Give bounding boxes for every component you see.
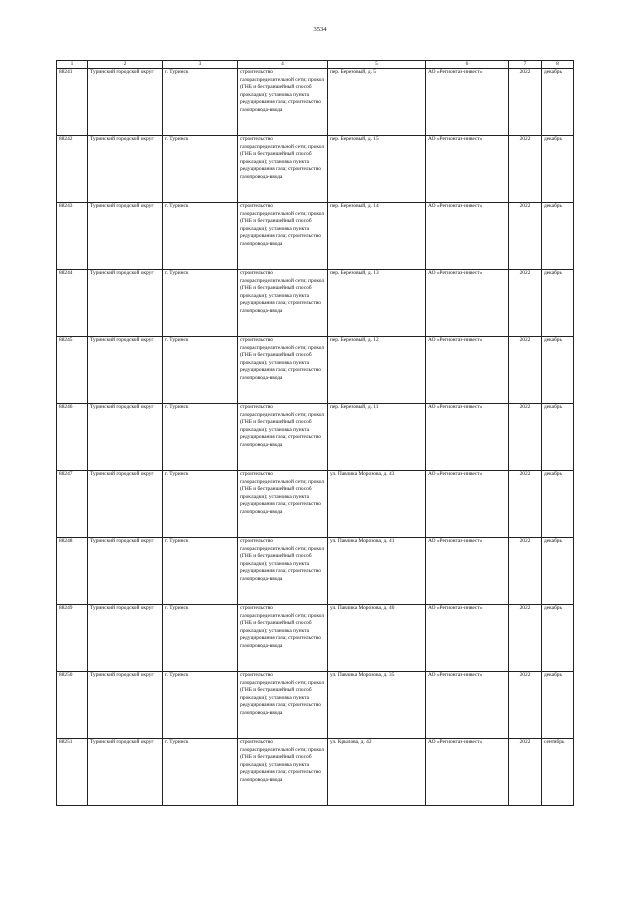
month-cell: декабрь [542,471,574,538]
locality-cell: г. Туринск [163,605,238,672]
locality-cell: г. Туринск [163,739,238,806]
year-cell: 2022 [509,672,542,739]
work-description-cell: строительство газораспределительной сети; прокол (ГНБ и бестраншейный способ прокладки); установка пункта редуцирования газа; строительство газопровода-ввода [238,739,328,806]
district-cell: Туринский городской округ [88,605,163,672]
district-cell: Туринский городской округ [88,739,163,806]
table-row [57,69,574,136]
column-header: 5 [328,61,426,69]
table-row [57,605,574,672]
table-row [57,739,574,806]
table-row [57,404,574,471]
address-cell: пер. Березовый, д. 12 [328,337,426,404]
year-cell: 2022 [509,538,542,605]
row-number-cell: 88248 [57,538,88,605]
month-cell: декабрь [542,270,574,337]
organization-cell: АО «Регионгаз-инвест» [426,337,509,404]
column-header: 1 [57,61,88,69]
organization-cell: АО «Регионгаз-инвест» [426,69,509,136]
year-cell: 2022 [509,69,542,136]
address-cell: пер. Березовый, д. 5 [328,69,426,136]
organization-cell: АО «Регионгаз-инвест» [426,136,509,203]
address-cell: пер. Березовый, д. 15 [328,136,426,203]
row-number-cell: 88244 [57,270,88,337]
table-row [57,136,574,203]
month-cell: декабрь [542,136,574,203]
district-cell: Туринский городской округ [88,203,163,270]
locality-cell: г. Туринск [163,471,238,538]
organization-cell: АО «Регионгаз-инвест» [426,270,509,337]
work-description-cell: строительство газораспределительной сети; прокол (ГНБ и бестраншейный способ прокладки); установка пункта редуцирования газа; строительство газопровода-ввода [238,672,328,739]
district-cell: Туринский городской округ [88,270,163,337]
address-cell: пер. Березовый, д. 13 [328,270,426,337]
address-cell: ул. Павлика Морозова, д. 35 [328,672,426,739]
organization-cell: АО «Регионгаз-инвест» [426,538,509,605]
row-number-cell: 88242 [57,136,88,203]
year-cell: 2022 [509,337,542,404]
column-header: 2 [88,61,163,69]
table-row [57,538,574,605]
organization-cell: АО «Регионгаз-инвест» [426,605,509,672]
work-description-cell: строительство газораспределительной сети; прокол (ГНБ и бестраншейный способ прокладки); установка пункта редуцирования газа; строительство газопровода-ввода [238,404,328,471]
address-cell: ул. Павлика Морозова, д. 41 [328,538,426,605]
district-cell: Туринский городской округ [88,471,163,538]
table-row [57,337,574,404]
address-cell: ул. Павлика Морозова, д. 43 [328,471,426,538]
organization-cell: АО «Регионгаз-инвест» [426,203,509,270]
column-header: 7 [509,61,542,69]
locality-cell: г. Туринск [163,69,238,136]
year-cell: 2022 [509,404,542,471]
row-number-cell: 88241 [57,69,88,136]
year-cell: 2022 [509,739,542,806]
locality-cell: г. Туринск [163,203,238,270]
address-cell: пер. Березовый, д. 14 [328,203,426,270]
organization-cell: АО «Регионгаз-инвест» [426,739,509,806]
address-cell: ул. Павлика Морозова, д. 40 [328,605,426,672]
work-description-cell: строительство газораспределительной сети; прокол (ГНБ и бестраншейный способ прокладки); установка пункта редуцирования газа; строительство газопровода-ввода [238,605,328,672]
month-cell: декабрь [542,404,574,471]
work-description-cell: строительство газораспределительной сети; прокол (ГНБ и бестраншейный способ прокладки); установка пункта редуцирования газа; строительство газопровода-ввода [238,538,328,605]
row-number-cell: 88247 [57,471,88,538]
gasification-table [56,60,574,806]
row-number-cell: 88250 [57,672,88,739]
address-cell: ул. Крылова, д. 42 [328,739,426,806]
year-cell: 2022 [509,136,542,203]
year-cell: 2022 [509,605,542,672]
locality-cell: г. Туринск [163,136,238,203]
table-row [57,672,574,739]
row-number-cell: 88245 [57,337,88,404]
locality-cell: г. Туринск [163,337,238,404]
month-cell: декабрь [542,69,574,136]
row-number-cell: 88249 [57,605,88,672]
month-cell: декабрь [542,203,574,270]
month-cell: декабрь [542,672,574,739]
district-cell: Туринский городской округ [88,136,163,203]
month-cell: сентябрь [542,739,574,806]
column-header: 8 [542,61,574,69]
locality-cell: г. Туринск [163,404,238,471]
work-description-cell: строительство газораспределительной сети; прокол (ГНБ и бестраншейный способ прокладки); установка пункта редуцирования газа; строительство газопровода-ввода [238,471,328,538]
work-description-cell: строительство газораспределительной сети; прокол (ГНБ и бестраншейный способ прокладки); установка пункта редуцирования газа; строительство газопровода-ввода [238,69,328,136]
year-cell: 2022 [509,471,542,538]
district-cell: Туринский городской округ [88,69,163,136]
organization-cell: АО «Регионгаз-инвест» [426,471,509,538]
organization-cell: АО «Регионгаз-инвест» [426,672,509,739]
table-row [57,471,574,538]
year-cell: 2022 [509,203,542,270]
work-description-cell: строительство газораспределительной сети; прокол (ГНБ и бестраншейный способ прокладки); установка пункта редуцирования газа; строительство газопровода-ввода [238,270,328,337]
column-header: 4 [238,61,328,69]
organization-cell: АО «Регионгаз-инвест» [426,404,509,471]
month-cell: декабрь [542,337,574,404]
table-row [57,270,574,337]
row-number-cell: 88243 [57,203,88,270]
row-number-cell: 88251 [57,739,88,806]
work-description-cell: строительство газораспределительной сети; прокол (ГНБ и бестраншейный способ прокладки); установка пункта редуцирования газа; строительство газопровода-ввода [238,136,328,203]
district-cell: Туринский городской округ [88,404,163,471]
column-header: 3 [163,61,238,69]
district-cell: Туринский городской округ [88,337,163,404]
locality-cell: г. Туринск [163,538,238,605]
month-cell: декабрь [542,538,574,605]
work-description-cell: строительство газораспределительной сети; прокол (ГНБ и бестраншейный способ прокладки); установка пункта редуцирования газа; строительство газопровода-ввода [238,203,328,270]
locality-cell: г. Туринск [163,270,238,337]
district-cell: Туринский городской округ [88,672,163,739]
work-description-cell: строительство газораспределительной сети; прокол (ГНБ и бестраншейный способ прокладки); установка пункта редуцирования газа; строительство газопровода-ввода [238,337,328,404]
year-cell: 2022 [509,270,542,337]
month-cell: декабрь [542,605,574,672]
page-number: 3534 [313,26,327,33]
column-header: 6 [426,61,509,69]
address-cell: пер. Березовый, д. 11 [328,404,426,471]
row-number-cell: 88246 [57,404,88,471]
header-row [57,61,574,69]
district-cell: Туринский городской округ [88,538,163,605]
locality-cell: г. Туринск [163,672,238,739]
table-row [57,203,574,270]
